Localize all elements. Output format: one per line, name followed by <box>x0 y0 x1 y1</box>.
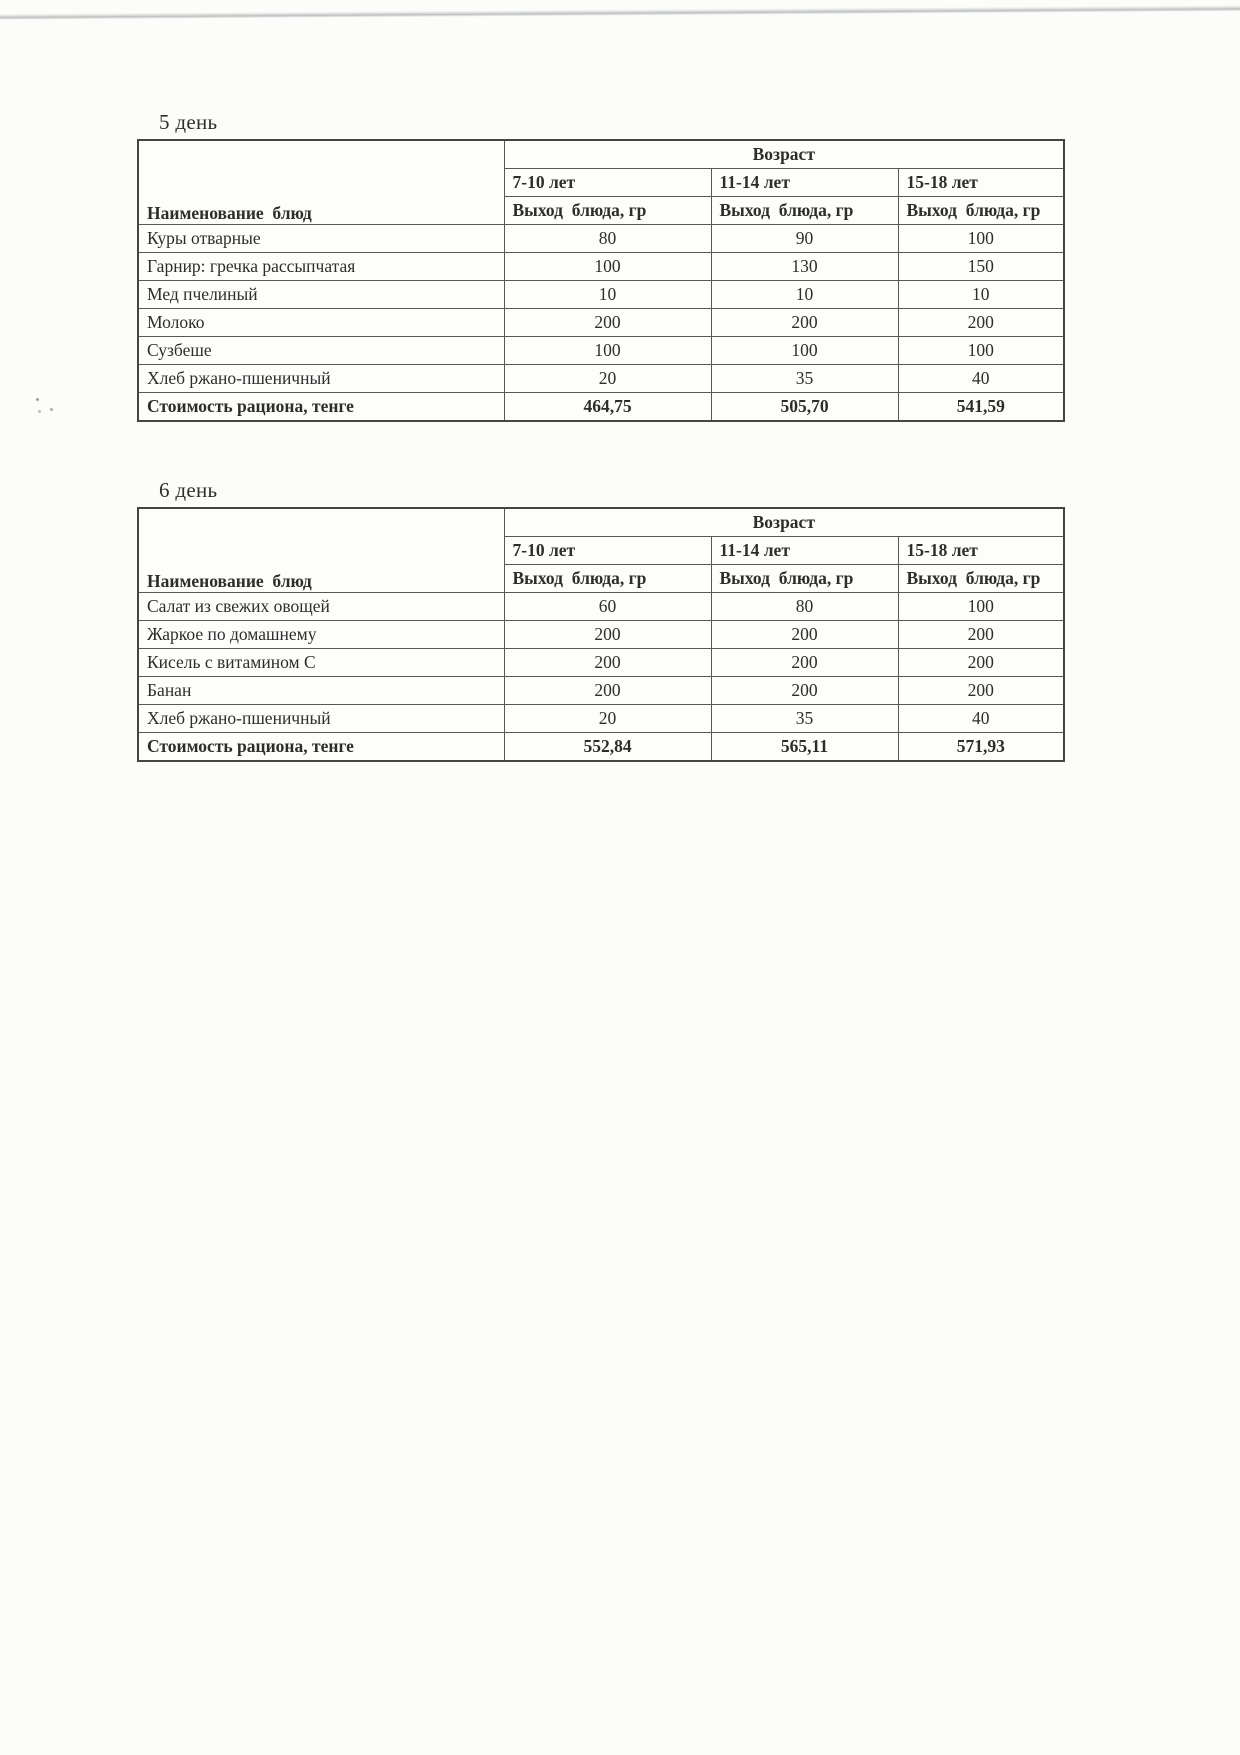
dish-name: Кисель с витамином С <box>138 649 504 677</box>
portion-value: 10 <box>711 281 898 309</box>
dish-name: Сузбеше <box>138 337 504 365</box>
dish-name: Гарнир: гречка рассыпчатая <box>138 253 504 281</box>
portion-value: 10 <box>504 281 711 309</box>
portion-value: 90 <box>711 225 898 253</box>
dish-name: Банан <box>138 677 504 705</box>
portion-value: 200 <box>504 621 711 649</box>
total-row <box>138 393 1064 422</box>
dish-name: Молоко <box>138 309 504 337</box>
table-row <box>138 253 1064 281</box>
portion-value: 80 <box>711 593 898 621</box>
table-row <box>138 309 1064 337</box>
portion-value: 40 <box>898 705 1064 733</box>
total-row <box>138 733 1064 762</box>
portion-value: 20 <box>504 705 711 733</box>
dish-name: Салат из свежих овощей <box>138 593 504 621</box>
total-value: 565,11 <box>711 733 898 762</box>
portion-value: 200 <box>504 677 711 705</box>
total-value: 571,93 <box>898 733 1064 762</box>
table-row <box>138 621 1064 649</box>
portion-value: 20 <box>504 365 711 393</box>
portion-value: 200 <box>898 677 1064 705</box>
total-value: 464,75 <box>504 393 711 422</box>
column-subheader-output: Выход блюда, гр <box>711 197 898 225</box>
column-subheader-output: Выход блюда, гр <box>898 197 1064 225</box>
column-header-age-7-10: 7-10 лет <box>504 169 711 197</box>
menu-table-day5 <box>137 139 1065 422</box>
portion-value: 150 <box>898 253 1064 281</box>
total-value: 552,84 <box>504 733 711 762</box>
day6-label: 6 день <box>159 478 218 502</box>
column-header-dish-name: Наименование блюд <box>138 508 504 593</box>
portion-value: 35 <box>711 365 898 393</box>
portion-value: 200 <box>711 621 898 649</box>
table-row <box>138 281 1064 309</box>
column-subheader-output: Выход блюда, гр <box>711 565 898 593</box>
table-row <box>138 593 1064 621</box>
total-value: 541,59 <box>898 393 1064 422</box>
dish-name: Жаркое по домашнему <box>138 621 504 649</box>
column-header-age: Возраст <box>504 508 1064 537</box>
column-subheader-output: Выход блюда, гр <box>504 565 711 593</box>
menu-table-day6 <box>137 507 1065 762</box>
table-row <box>138 649 1064 677</box>
portion-value: 200 <box>504 649 711 677</box>
column-header-age-11-14: 11-14 лет <box>711 537 898 565</box>
total-value: 505,70 <box>711 393 898 422</box>
day5-section <box>137 110 1065 422</box>
portion-value: 200 <box>504 309 711 337</box>
portion-value: 35 <box>711 705 898 733</box>
table-row <box>138 337 1064 365</box>
portion-value: 100 <box>898 225 1064 253</box>
portion-value: 200 <box>711 309 898 337</box>
column-header-age-15-18: 15-18 лет <box>898 169 1064 197</box>
portion-value: 200 <box>898 649 1064 677</box>
day6-section <box>137 478 1065 762</box>
portion-value: 80 <box>504 225 711 253</box>
total-label: Стоимость рациона, тенге <box>138 393 504 422</box>
day5-label: 5 день <box>159 110 218 134</box>
total-label: Стоимость рациона, тенге <box>138 733 504 762</box>
portion-value: 60 <box>504 593 711 621</box>
dish-name: Хлеб ржано-пшеничный <box>138 365 504 393</box>
portion-value: 200 <box>898 309 1064 337</box>
column-header-age: Возраст <box>504 140 1064 169</box>
portion-value: 100 <box>504 253 711 281</box>
column-subheader-output: Выход блюда, гр <box>898 565 1064 593</box>
portion-value: 40 <box>898 365 1064 393</box>
scanner-streak-artifact <box>0 5 1240 20</box>
portion-value: 200 <box>711 677 898 705</box>
column-header-age-11-14: 11-14 лет <box>711 169 898 197</box>
ink-speckle-artifact <box>36 398 39 401</box>
table-row <box>138 705 1064 733</box>
portion-value: 100 <box>898 337 1064 365</box>
dish-name: Мед пчелиный <box>138 281 504 309</box>
table-row <box>138 225 1064 253</box>
column-subheader-output: Выход блюда, гр <box>504 197 711 225</box>
portion-value: 200 <box>711 649 898 677</box>
portion-value: 100 <box>504 337 711 365</box>
portion-value: 100 <box>898 593 1064 621</box>
dish-name: Куры отварные <box>138 225 504 253</box>
header-row-age-group <box>138 508 1064 537</box>
table-row <box>138 365 1064 393</box>
portion-value: 10 <box>898 281 1064 309</box>
column-header-age-7-10: 7-10 лет <box>504 537 711 565</box>
dish-name: Хлеб ржано-пшеничный <box>138 705 504 733</box>
portion-value: 200 <box>898 621 1064 649</box>
table-row <box>138 677 1064 705</box>
column-header-dish-name: Наименование блюд <box>138 140 504 225</box>
column-header-age-15-18: 15-18 лет <box>898 537 1064 565</box>
header-row-age-group <box>138 140 1064 169</box>
portion-value: 100 <box>711 337 898 365</box>
portion-value: 130 <box>711 253 898 281</box>
